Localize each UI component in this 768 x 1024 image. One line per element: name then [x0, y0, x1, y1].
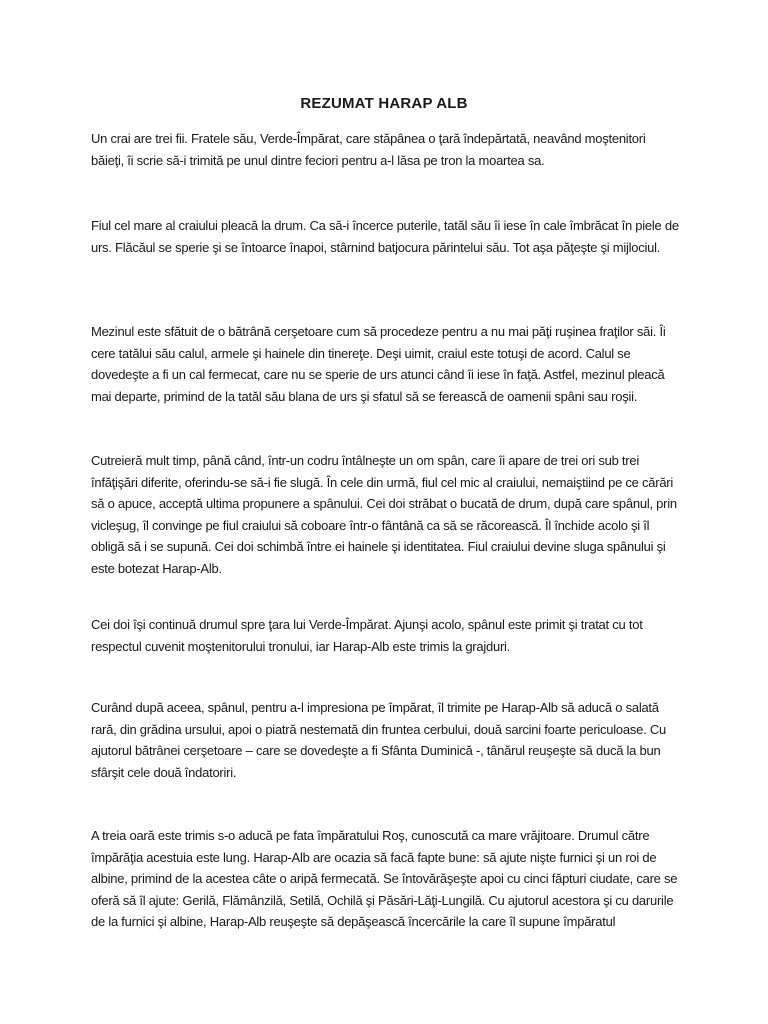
paragraph-intro: Un crai are trei fii. Fratele său, Verde-Împărat, care stăpânea o ţară îndepărtată, neavând moştenitori băieţi, îi scrie să-i trimită pe unul dintre feciori pentru a-l lăsa pe tron la moartea sa.	[91, 131, 646, 168]
paragraph-third-task: A treia oară este trimis s-o aducă pe fata împăratului Roş, cunoscută ca mare vrăjitoare. Drumul către împărăţia acestuia este lung. Harap-Alb are ocazia să facă fapte bune: să ajute nişte furnici şi un roi de albine, primind de la acestea câte o aripă fermecată. Se întovărăşeşte apoi cu cinci făpturi ciudate, care se oferă să îl ajute: Gerilă, Flămânzilă, Setilă, Ochilă şi Păsări-Lăţi-Lungilă. Cu ajutorul acestora şi cu darurile de la furnici şi albine, Harap-Alb reuşeşte să depăşească încercările la care îl supune împăratul	[91, 828, 678, 929]
paragraph-spanul: Cutreieră mult timp, până când, într-un codru întâlneşte un om spân, care îi apare de trei ori sub trei înfăţişări diferite, oferindu-se să-i fie slugă. În cele din urmă, fiul cel mic al craiului, nemaiştiind pe ce cărări să o apuce, acceptă ultima propunere a spânului. Cei doi străbat o bucată de drum, după care spânul, prin vicleşug, îl convinge pe fiul craiului să coboare într-o fântână ca să se răcorească. Îl închide acolo şi îl obligă să i se supună. Cei doi schimbă între ei hainele şi identitatea. Fiul craiului devine sluga spânului şi este botezat Harap-Alb.	[91, 453, 677, 576]
document-title: REZUMAT HARAP ALB	[300, 95, 468, 112]
paragraph-tasks: Curând după aceea, spânul, pentru a-l impresiona pe împărat, îl trimite pe Harap-Alb să aducă o salată rară, din grădina ursului, apoi o piatră nestemată din fruntea cerbului, două sarcini foarte periculoase. Cu ajutorul bătrânei cerşetoare – care se dovedeşte a fi Sfânta Duminică -, tânărul reuşeşte să ducă la bun sfârşit cele două îndatoriri.	[91, 700, 666, 780]
paragraph-arrival: Cei doi îşi continuă drumul spre ţara lui Verde-Împărat. Ajunşi acolo, spânul este primit şi tratat cu tot respectul cuvenit moştenitorului tronului, iar Harap-Alb este trimis la grajduri.	[91, 617, 643, 654]
paragraph-eldest-son: Fiul cel mare al craiului pleacă la drum. Ca să-i încerce puterile, tatăl său îi iese în cale îmbrăcat în piele de urs. Flăcăul se sperie şi se întoarce înapoi, stârnind batjocura părintelui său. Tot aşa păţeşte şi mijlociul.	[91, 218, 679, 255]
paragraph-youngest-son: Mezinul este sfătuit de o bătrână cerşetoare cum să procedeze pentru a nu mai păţi ruşinea fraţilor săi. Îi cere tatălui său calul, armele şi hainele din tinereţe. Deşi uimit, craiul este totuşi de acord. Calul se dovedeşte a fi un cal fermecat, care nu se sperie de urs atunci când îi iese în faţă. Astfel, mezinul pleacă mai departe, primind de la tatăl său blana de urs şi sfatul să se ferească de oamenii spâni sau roşii.	[91, 324, 666, 404]
